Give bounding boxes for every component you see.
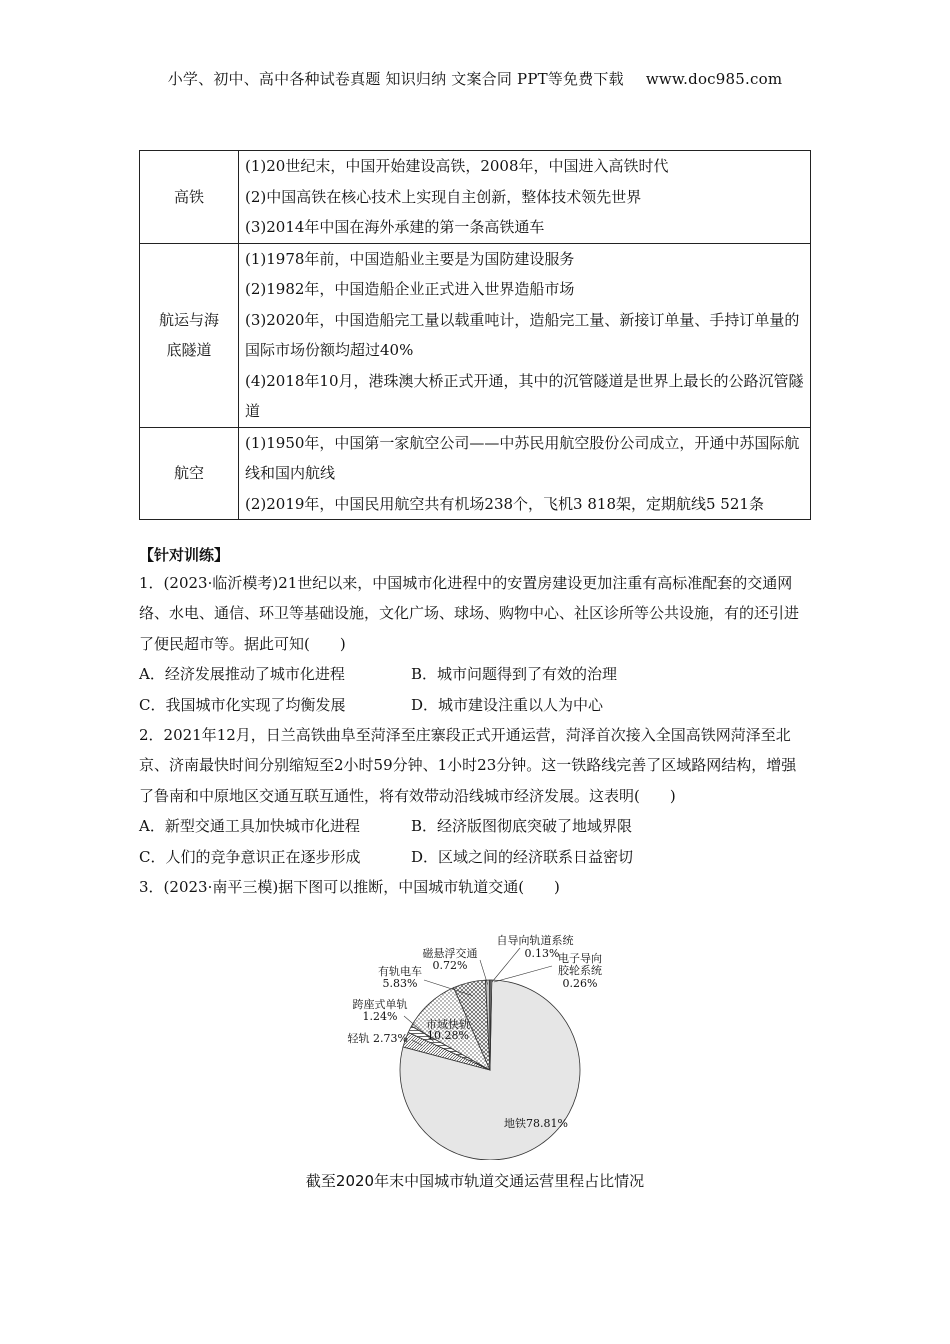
label-guided-bus-pct: 0.26% <box>562 977 598 990</box>
table-category: 航空 <box>140 427 239 520</box>
label-light-rail: 轻轨 2.73% <box>347 1032 408 1045</box>
label-metro: 地铁78.81% <box>504 1117 568 1130</box>
question-3: 3．(2023·南平三模)据下图可以推断，中国城市轨道交通( ) <box>139 878 560 897</box>
question-1: 1．(2023·临沂模考)21世纪以来，中国城市化进程中的安置房建设更加注重有高标准配套的交通网络、水电、通信、环卫等基础设施，文化广场、球场、购物中心、社区诊所等公共设施，有的还引进了便民超市等。据此可知( ) <box>139 574 800 653</box>
table-item: (1)20世纪末，中国开始建设高铁，2008年，中国进入高铁时代 <box>245 157 669 175</box>
option-d: D．区域之间的经济联系日益密切 <box>411 847 634 866</box>
question-2: 2．2021年12月，日兰高铁曲阜至菏泽至庄寨段正式开通运营，菏泽首次接入全国高铁网菏泽至北京、济南最快时间分别缩短至2小时59分钟、1小时23分钟。这一铁路线完善了区域路网结构，增强了鲁南和中原地区交通互联互通性，将有效带动沿线城市经济发展。这表明( ) <box>139 726 797 805</box>
label-tram-pct: 5.83% <box>382 977 418 990</box>
leader-apm <box>492 948 520 982</box>
table-item: (1)1950年，中国第一家航空公司——中苏民用航空股份公司成立，开通中苏国际航线和国内航线 <box>245 433 800 482</box>
table-row <box>140 427 811 520</box>
leader-guided-bus <box>494 966 552 982</box>
label-tram: 有轨电车 <box>378 965 422 978</box>
table-item: (2)1982年，中国造船企业正式进入世界造船市场 <box>245 280 575 298</box>
label-maglev-pct: 0.72% <box>432 959 468 972</box>
table-row <box>140 151 811 244</box>
table-item: (2)2019年，中国民用航空共有机场238个，飞机3 818架，定期航线5 521条 <box>245 494 764 513</box>
option-a: A．新型交通工具加快城市化进程 <box>139 817 360 836</box>
label-suburban-rail-pct: 10.28% <box>427 1029 469 1042</box>
table-item: (3)2020年，中国造船完工量以载重吨计，造船完工量、新接订单量、手持订单量的国际市场份额均超过40% <box>245 310 800 359</box>
table-row <box>140 243 811 427</box>
option-b: B．城市问题得到了有效的治理 <box>411 665 618 684</box>
option-d: D．城市建设注重以人为中心 <box>411 695 604 714</box>
header-text: 小学、初中、高中各种试卷真题 知识归纳 文案合同 PPT等免费下载 <box>167 70 624 88</box>
option-a: A．经济发展推动了城市化进程 <box>139 665 345 684</box>
chart-title: 截至2020年末中国城市轨道交通运营里程占比情况 <box>305 1172 645 1190</box>
pie-chart-svg <box>330 930 630 1160</box>
label-monorail-pct: 1.24% <box>362 1010 398 1023</box>
table-item: (2)中国高铁在核心技术上实现自主创新，整体技术领先世界 <box>245 187 642 206</box>
option-b: B．经济版图彻底突破了地域界限 <box>411 817 633 836</box>
option-c: C．人们的竞争意识正在逐步形成 <box>139 847 361 866</box>
options-row <box>139 842 811 872</box>
table-category: 高铁 <box>140 151 239 244</box>
label-maglev: 磁悬浮交通 <box>422 947 478 960</box>
table-items <box>239 151 811 244</box>
label-apm: 自导向轨道系统 <box>496 934 574 947</box>
header-site: www.doc985.com <box>645 70 783 88</box>
label-apm-pct: 0.13% <box>524 947 560 960</box>
table-category <box>140 243 239 427</box>
option-c: C．我国城市化实现了均衡发展 <box>139 695 346 714</box>
table-item: (1)1978年前，中国造船业主要是为国防建设服务 <box>245 249 575 268</box>
section-title: 【针对训练】 <box>139 546 230 564</box>
label-suburban-rail: 市域快轨 <box>426 1018 470 1031</box>
label-guided-bus-2: 胶轮系统 <box>558 964 602 977</box>
options-row <box>139 659 811 689</box>
options-row <box>139 811 811 841</box>
practice-section <box>139 542 811 902</box>
table-items <box>239 427 811 520</box>
transport-table <box>139 150 811 520</box>
label-guided-bus: 电子导向 <box>558 952 602 965</box>
label-monorail: 跨座式单轨 <box>352 998 408 1011</box>
table-category-text: 航运与海底隧道 <box>158 311 219 359</box>
table-items <box>239 243 811 427</box>
page-header <box>0 68 950 89</box>
table-item: (4)2018年10月，港珠澳大桥正式开通，其中的沉管隧道是世界上最长的公路沉管隧道 <box>245 371 804 420</box>
table-item: (3)2014年中国在海外承建的第一条高铁通车 <box>245 218 545 236</box>
pie-chart <box>330 930 630 1160</box>
options-row <box>139 690 811 720</box>
